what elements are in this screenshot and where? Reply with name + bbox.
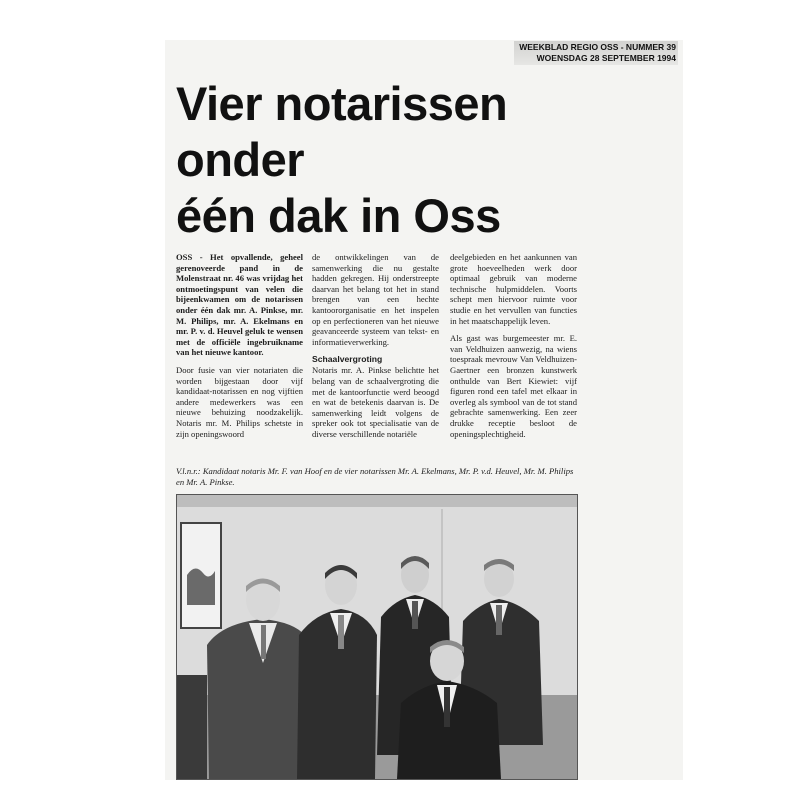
- article-column-3: [450, 252, 577, 446]
- headline-line-1: Vier notarissen: [176, 77, 508, 130]
- article-paragraph: de ontwikkelingen van de samenwerking die nu gestalte hadden gekregen. Hij onderstreepte daarvan het belang tot het in stand brengen van een hechte kantoororganisatie en het inspelen op en perfectioneren van het nieuwe geavanceerde systeem van tekst- en informatieverwerking.: [312, 252, 439, 347]
- photo-left-furniture: [177, 675, 207, 779]
- group-photo: [176, 494, 578, 780]
- article-lead: OSS - Het opvallende, geheel gerenoveerde pand in de Molenstraat nr. 46 was vrijdag het ontmoetingspunt van velen die bijeenkwamen om de notarissen onder één dak mr. A. Pinkse, mr. M. Philips, mr. A. Ekelmans en mr. P. v. d. Heuvel geluk te wensen met de officiële ingebruikname van het nieuwe kantoor.: [176, 252, 303, 358]
- masthead: [514, 41, 678, 65]
- masthead-issue: WEEKBLAD REGIO OSS - NUMMER 39: [519, 42, 676, 52]
- photo-caption: V.l.n.r.: Kandidaat notaris Mr. F. van Hoof en de vier notarissen Mr. A. Ekelmans, Mr. P. v.d. Heuvel, Mr. M. Philips en Mr. A. Pinkse.: [176, 466, 574, 487]
- article-paragraph: deelgebieden en het aankunnen van grote hoeveelheden werk door optimaal gebruik van moderne technische hulpmiddelen. Voorts schept men hiervoor ruimte voor studie en het vervullen van functies in het maatschappelijk leven.: [450, 252, 577, 326]
- article-paragraph: Door fusie van vier notariaten die worden bijgestaan door vijf kandidaat-notarissen en nog vijftien andere medewerkers was een nieuwe behuizing noodzakelijk. Notaris mr. M. Philips schetste in zijn openingswoord: [176, 364, 303, 439]
- article-paragraph: Als gast was burgemeester mr. E. van Veldhuizen aanwezig, na wiens toespraak mevrouw Van Veldhuizen-Gaertner een bronzen kunstwerk onthulde van Bert Kiewiet: vijf figuren rond een tafel met elkaar in overleg als symbool van de tot stand gebrachte samenwerking. Een zeer drukke receptie besloot de openingsplechtigheid.: [450, 333, 577, 439]
- masthead-date: WOENSDAG 28 SEPTEMBER 1994: [536, 53, 676, 63]
- article-column-1: [176, 252, 303, 446]
- headline: [176, 76, 556, 244]
- headline-line-2: onder: [176, 133, 305, 186]
- article-paragraph: Notaris mr. A. Pinkse belichtte het belang van de schaalvergroting die met de kantoorfunctie werd beoogd en wat de betekenis daarvan is. De samenwerking leidt volgens de spreker ook tot specialisatie van de diverse verschillende notariële: [312, 365, 439, 439]
- headline-line-3: één dak in Oss: [176, 189, 501, 242]
- article-subhead: Schaalvergroting: [312, 354, 383, 365]
- group-photo-illustration: [177, 495, 577, 779]
- article-column-2: [312, 252, 439, 447]
